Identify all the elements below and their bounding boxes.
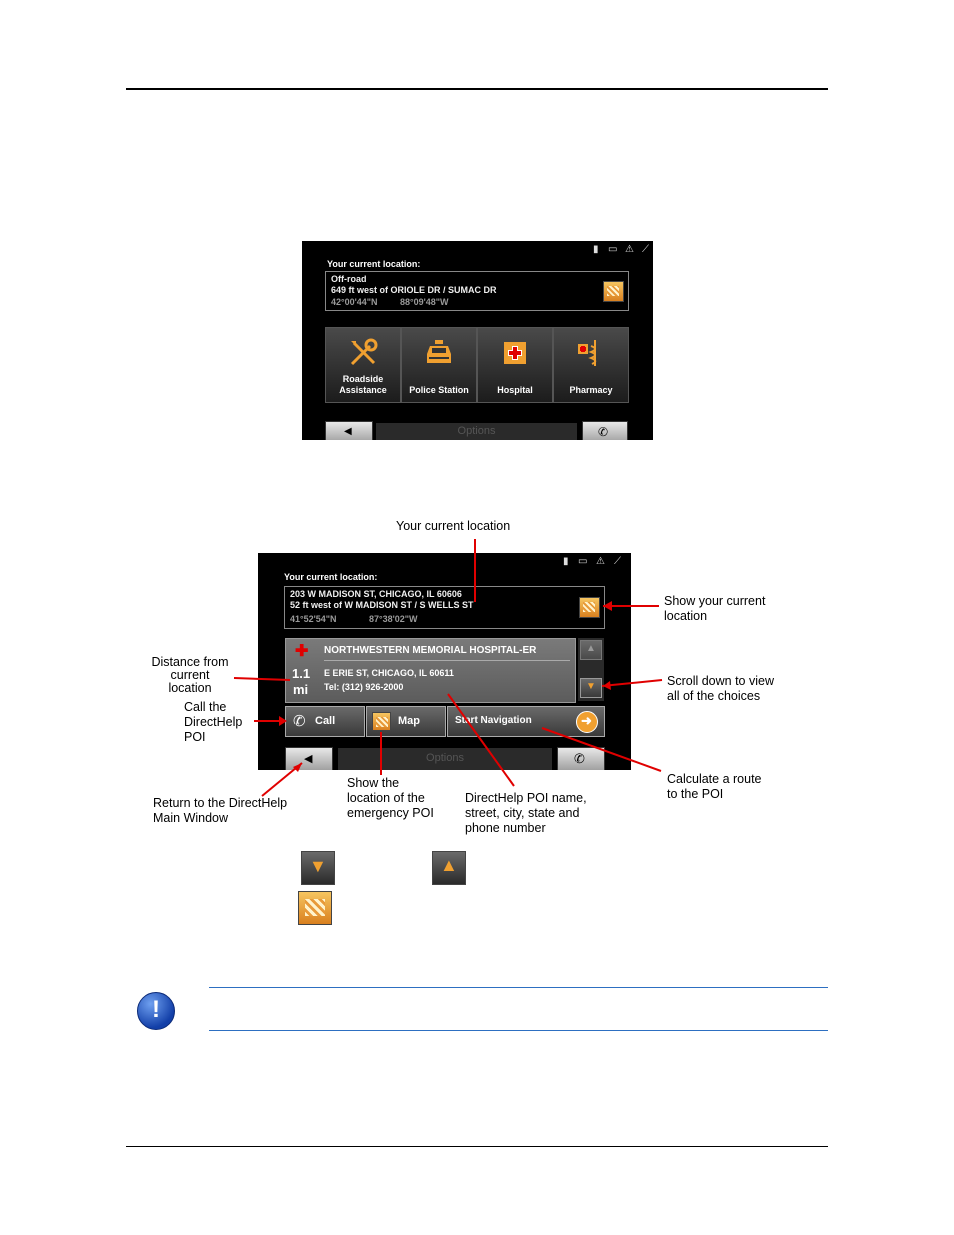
gps-signal-icon: ⟋ — [614, 556, 621, 567]
map-button[interactable] — [366, 706, 446, 737]
poi-name: NORTHWESTERN MEMORIAL HOSPITAL-ER — [324, 645, 537, 656]
back-arrow-icon: ◀ — [304, 753, 313, 765]
category-label: Hospital — [497, 385, 533, 395]
map-label: Map — [398, 715, 420, 727]
hospital-cross-icon: ✚ — [295, 643, 309, 660]
battery-icon: ▭ — [578, 556, 588, 567]
call-label: Call — [315, 715, 336, 727]
footer-rule — [126, 1146, 828, 1147]
note-top-rule — [209, 987, 828, 988]
annotation-current-location: Your current location — [396, 519, 511, 533]
back-button[interactable] — [325, 421, 373, 440]
up-arrow-icon: ▲ — [586, 643, 596, 654]
annotation-show-emergency: Show the location of the emergency POI — [347, 776, 434, 820]
poi-distance-value: 1.1 — [292, 666, 311, 681]
show-location-button[interactable] — [579, 597, 600, 618]
annotation-calculate: Calculate a route to the POI — [667, 772, 762, 801]
location-line-2: 52 ft west of W MADISON ST / S WELLS ST — [290, 600, 474, 610]
longitude: 88°09'48"W — [400, 297, 449, 307]
note-bottom-rule — [209, 1030, 828, 1031]
latitude: 41°52'54"N — [290, 614, 337, 624]
latitude: 42°00'44"N — [331, 297, 378, 307]
phone-icon: ✆ — [293, 713, 306, 730]
back-button[interactable] — [285, 747, 333, 770]
start-navigation-label: Start Navigation — [455, 715, 532, 726]
directhelp-screen — [302, 241, 653, 440]
battery-icon: ▭ — [608, 244, 618, 255]
phone-button[interactable] — [557, 747, 605, 770]
annotation-return: Return to the DirectHelp Main Window — [153, 796, 288, 825]
scroll-up-legend-icon: ▲ — [432, 851, 466, 885]
category-label: Police Station — [409, 385, 469, 395]
annotation-call: Call the DirectHelp POI — [184, 700, 243, 744]
phone-icon: ✆ — [574, 751, 585, 766]
scroll-down-button[interactable] — [580, 678, 602, 698]
down-arrow-icon: ▼ — [586, 681, 596, 692]
annotation-distance: Distance from current location — [151, 655, 229, 695]
phone-button[interactable] — [582, 421, 628, 440]
longitude: 87°38'02"W — [369, 614, 418, 624]
hospital-icon — [500, 338, 530, 368]
map-icon — [372, 712, 391, 731]
gps-signal-icon: ⟋ — [642, 244, 649, 255]
show-location-button[interactable] — [603, 281, 624, 302]
sd-card-icon: ▮ — [563, 556, 569, 567]
police-car-icon — [424, 338, 454, 368]
annotation-show-current: Show your current location — [664, 594, 766, 623]
sd-card-icon: ▮ — [593, 244, 599, 255]
hospital-button[interactable] — [477, 327, 553, 403]
current-location-label: Your current location: — [284, 572, 378, 582]
back-arrow-icon: ◀ — [344, 426, 352, 437]
go-arrow-icon: ➜ — [576, 711, 598, 733]
poi-screen — [258, 553, 631, 770]
header-rule — [126, 88, 828, 90]
call-button[interactable] — [285, 706, 365, 737]
phone-icon: ✆ — [598, 425, 609, 439]
poi-address: E ERIE ST, CHICAGO, IL 60611 — [324, 668, 454, 678]
map-legend-icon — [298, 891, 332, 925]
start-navigation-button[interactable] — [447, 706, 605, 737]
current-location-label: Your current location: — [327, 259, 421, 269]
roadside-assistance-button[interactable] — [325, 327, 401, 403]
poi-name-underline — [324, 660, 570, 661]
current-location-box — [284, 586, 605, 629]
warning-icon: ⚠ — [625, 244, 634, 255]
police-station-button[interactable] — [401, 327, 477, 403]
poi-distance-unit: mi — [293, 682, 309, 697]
scrollbar[interactable] — [578, 638, 604, 701]
annotation-scroll: Scroll down to view all of the choices — [667, 674, 774, 703]
warning-icon: ⚠ — [596, 556, 605, 567]
category-label: Pharmacy — [569, 385, 613, 395]
current-location-box — [325, 271, 629, 311]
options-button[interactable]: Options — [376, 423, 577, 440]
options-button[interactable]: Options — [338, 748, 552, 770]
pharmacy-button[interactable] — [553, 327, 629, 403]
scroll-up-button[interactable] — [580, 640, 602, 660]
location-line-1: Off-road — [331, 274, 367, 284]
wrench-screwdriver-icon — [348, 338, 378, 368]
category-label: Roadside Assistance — [339, 374, 387, 395]
pharmacy-icon — [576, 338, 606, 368]
annotation-poi-info: DirectHelp POI name, street, city, state and phone number — [465, 791, 587, 835]
location-line-1: 203 W MADISON ST, CHICAGO, IL 60606 — [290, 589, 462, 599]
poi-phone: Tel: (312) 926-2000 — [324, 682, 404, 692]
poi-list-item[interactable] — [285, 638, 576, 703]
note-icon: ! — [137, 992, 175, 1030]
location-line-2: 649 ft west of ORIOLE DR / SUMAC DR — [331, 285, 497, 295]
scroll-down-legend-icon: ▼ — [301, 851, 335, 885]
